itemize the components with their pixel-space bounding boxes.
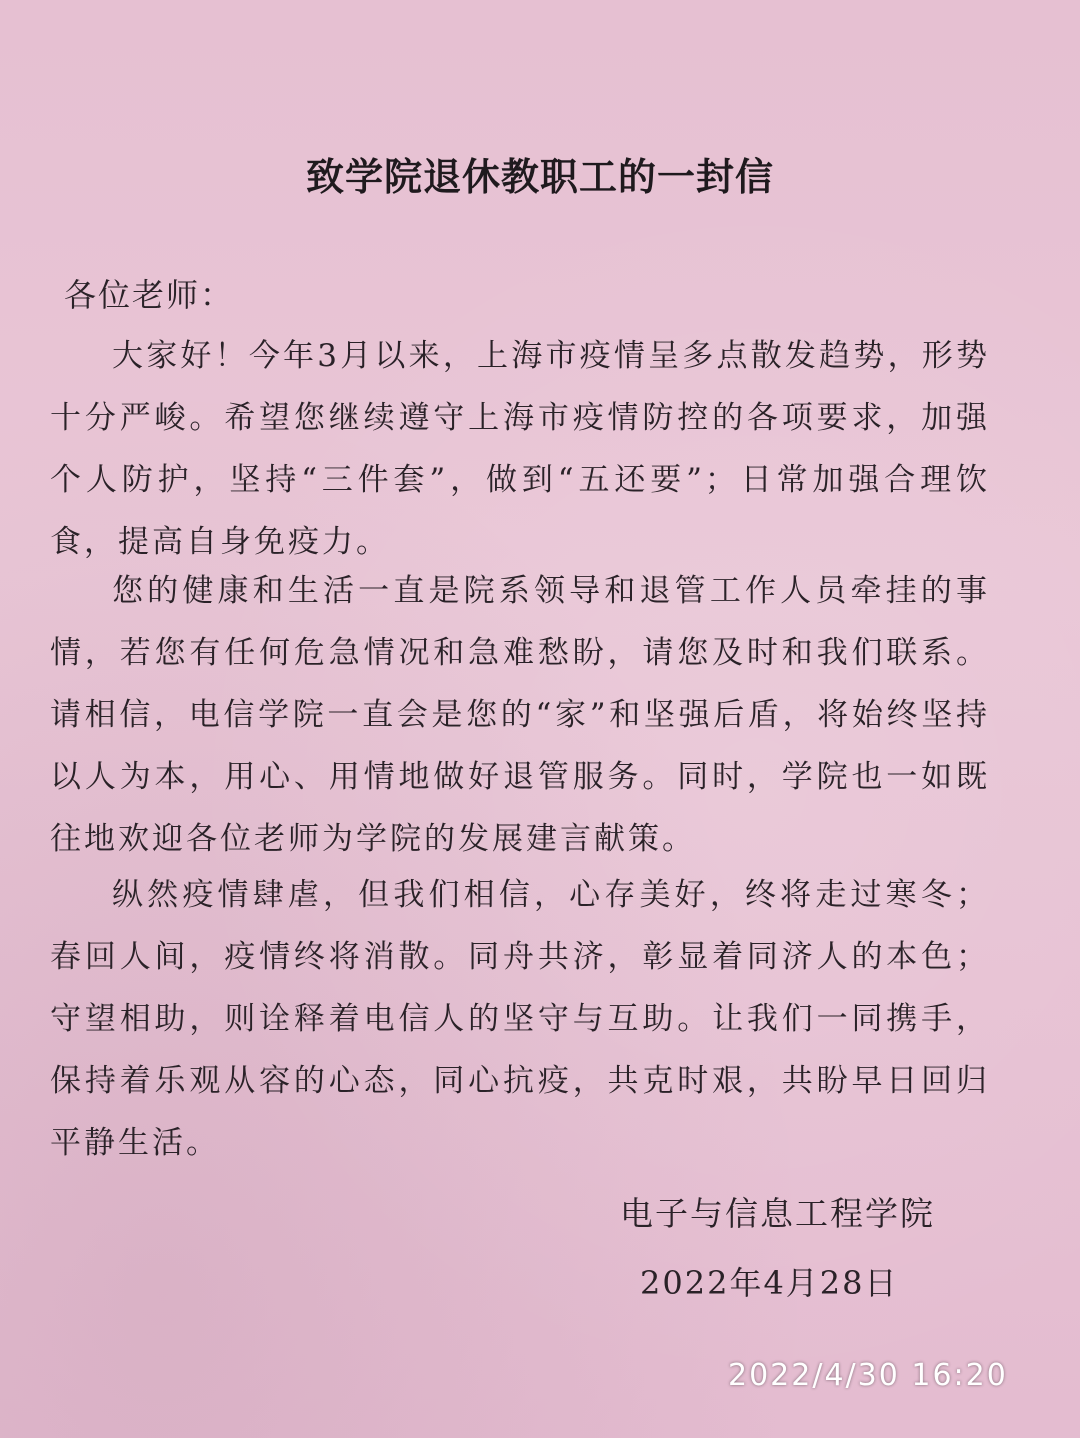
letter-paragraph-2: 您的健康和生活一直是院系领导和退管工作人员牵挂的事情，若您有任何危急情况和急难愁盼，请您及时和我们联系。请相信，电信学院一直会是您的“家”和坚强后盾，将始终坚持以人为本，用心、用情地做好退管服务。同时，学院也一如既往地欢迎各位老师为学院的发展建言献策。	[50, 573, 990, 857]
letter-title: 致学院退休教职工的一封信	[305, 154, 774, 199]
letter-paragraph-1: 大家好！今年3月以来，上海市疫情呈多点散发趋势，形势十分严峻。希望您继续遵守上海市疫情防控的各项要求，加强个人防护，坚持“三件套”，做到“五还要”；日常加强合理饮食，提高自身免疫力。	[50, 338, 990, 560]
letter-paragraph-3: 纵然疫情肆虐，但我们相信，心存美好，终将走过寒冬；春回人间，疫情终将消散。同舟共济，彰显着同济人的本色；守望相助，则诠释着电信人的坚守与互助。让我们一同携手，保持着乐观从容的心态，同心抗疫，共克时艰，共盼早日回归平静生活。	[50, 877, 990, 1161]
salutation: 各位老师：	[64, 276, 235, 314]
letter-date: 2022年4月28日	[640, 1264, 899, 1302]
photo-timestamp: 2022/4/30 16:20	[728, 1358, 1008, 1393]
signature: 电子与信息工程学院	[620, 1194, 935, 1233]
